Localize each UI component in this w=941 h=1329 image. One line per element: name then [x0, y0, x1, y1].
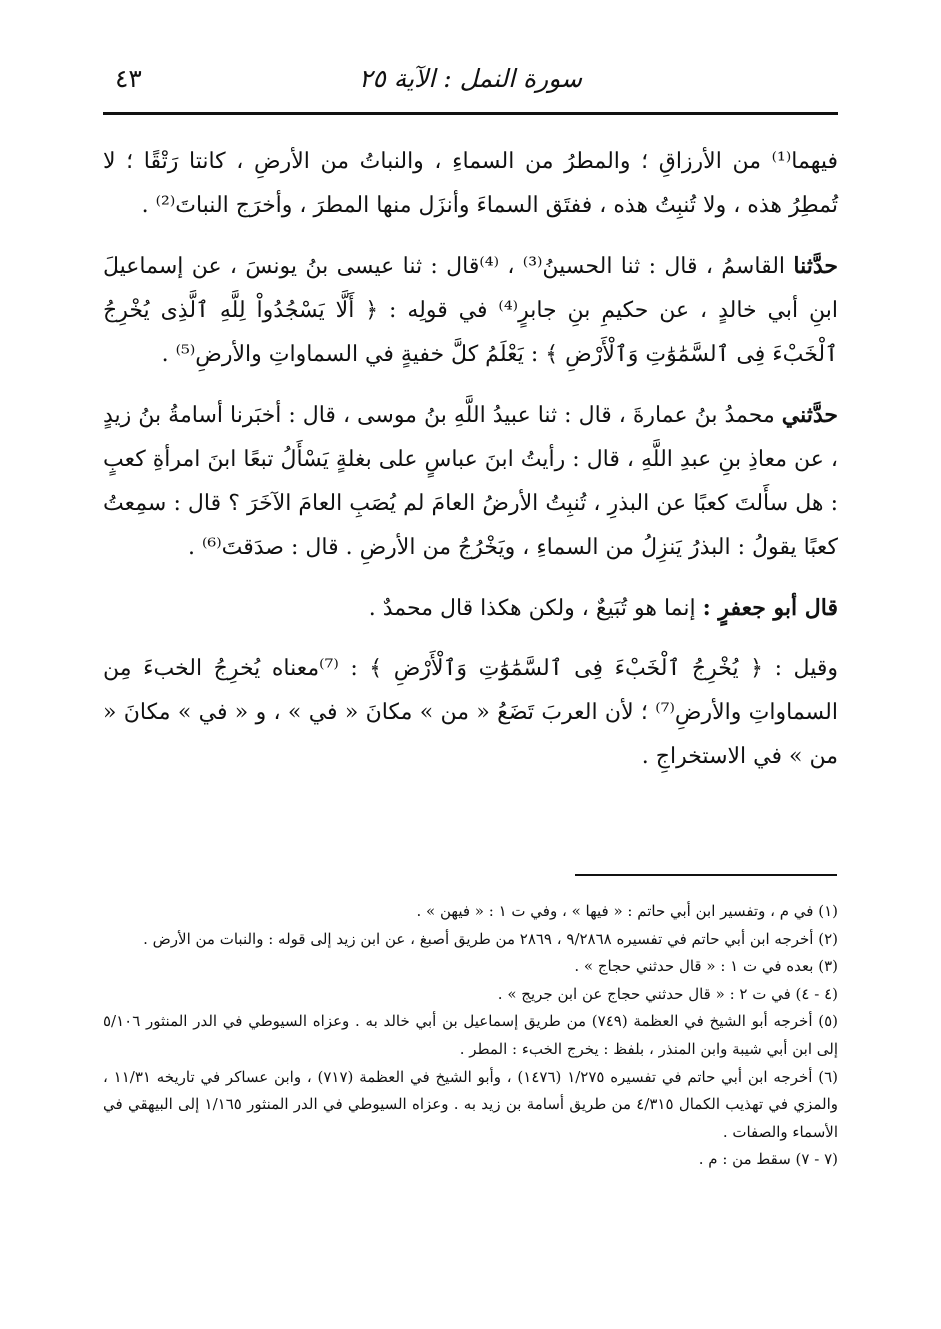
- main-text: [103, 140, 838, 795]
- running-title: سورة النمل : الآية ٢٥: [358, 64, 583, 93]
- page-number: ٤٣: [115, 64, 142, 93]
- paragraph-text: إنما هو تُبَيعٌ ، ولكن هكذا قال محمدٌ .: [368, 596, 696, 621]
- footnote-1: (١) في م ، وتفسير ابن أبي حاتم : « فيها » ، وفي ت ١ : « فيهن » .: [416, 902, 838, 920]
- footnote-separator: [575, 874, 837, 876]
- paragraph-lead: حدَّثني: [781, 402, 838, 428]
- paragraph-3: [103, 393, 838, 570]
- paragraph-text: القاسمُ ، قال : ثنا الحسينُ⁽³⁾ ، ⁽⁴⁾قال : ثنا عيسى بنُ يونسَ ، عن إسماعيلَ ابنِ أبي خالدٍ ، عن حكيمِ بنِ جابرٍ⁽⁴⁾ في قولِه : ﴿ أَلَّا يَسْجُدُواْ لِلَّهِ ٱلَّذِى يُخْرِجُ ٱلْخَبْءَ فِى ٱلسَّمَٰوَٰتِ وَٱلْأَرْضِ ﴾ : يَعْلَمُ كلَّ خفيةٍ في السماواتِ والأرضِ⁽⁵⁾ .: [103, 254, 838, 367]
- running-header: [105, 60, 836, 104]
- paragraph-1: [103, 140, 838, 228]
- footnote-6: (٦) أخرجه ابن أبي حاتم في تفسيره ١/٢٧٥ (١٤٧٦) ، وأبو الشيخ في العظمة (٧١٧) ، وابن عساكر في تاريخه ١١/٣١ ، والمزي في تهذيب الكمال ٤/٣١٥ من طريق أسامة بن زيد به . وعزاه السيوطي في الدر المنثور ١/١٦٥ إلى البيهقي في الأسماء والصفات .: [103, 1067, 839, 1141]
- paragraph-4: [103, 586, 838, 631]
- paragraph-text: وقيل : ﴿ يُخْرِجُ ٱلْخَبْءَ فِى ٱلسَّمَٰوَٰتِ وَٱلْأَرْضِ ﴾ : ⁽⁷⁾معناه يُخرِجُ الخبءَ مِن السماواتِ والأرضِ⁽⁷⁾ ؛ لأن العربَ تَضَعُ « من » مكانَ « في » ، و « في » مكانَ « من » في الاستخراجِ .: [103, 656, 838, 769]
- paragraph-2: [103, 244, 838, 377]
- paragraph-lead: حدَّثنا: [793, 253, 838, 279]
- footnote-5: (٥) أخرجه أبو الشيخ في العظمة (٧٤٩) من طريق إسماعيل بن أبي خالد به . وعزاه السيوطي في الدر المنثور ٥/١٠٦ إلى ابن أبي شيبة وابن المنذر ، بلفظ : يخرج الخبء : المطر .: [103, 1012, 838, 1058]
- paragraph-text: فيهما⁽¹⁾ من الأرزاقِ ؛ والمطرُ من السماءِ ، والنباتُ من الأرضِ ، كانتا رَتْقًا ؛ لا تُمطِرُ هذه ، ولا تُنبِتُ هذه ، ففتَق السماءَ وأنزَل منها المطرَ ، وأخرَج النباتَ⁽²⁾ .: [103, 149, 838, 218]
- footnote-3: (٣) بعده في ت ١ : « قال حدثني حجاج » .: [574, 957, 838, 976]
- footnote-4: (٤ - ٤) في ت ٢ : « قال حدثني حجاج عن ابن جريج » .: [497, 984, 838, 1003]
- footnote-2: (٢) أخرجه ابن أبي حاتم في تفسيره ٩/٢٨٦٨ ، ٢٨٦٩ من طريق أصبغ ، عن ابن زيد إلى قوله : والنبات من الأرض .: [143, 929, 838, 948]
- footnotes: [103, 898, 838, 1174]
- paragraph-lead: قال أبو جعفرٍ :: [702, 595, 838, 621]
- paragraph-5: [103, 647, 838, 779]
- footnote-7: (٧ - ٧) سقط من : م .: [698, 1150, 838, 1169]
- header-rule: [103, 112, 838, 115]
- paragraph-text: محمدُ بنُ عمارةَ ، قال : ثنا عبيدُ اللَّهِ بنُ موسى ، قال : أخبَرنا أسامةُ بنُ زيدٍ ، عن معاذِ بنِ عبدِ اللَّهِ ، قال : رأيتُ ابنَ عباسٍ على بغلةٍ يَسْأَلُ تبعًا ابنَ امرأةِ كعبٍ : هل سأَلتَ كعبًا عن البذرِ ، تُنبِتُ الأرضُ العامَ لم يُصَبِ العامَ الآخَرَ ؟ قال : سمِعتُ كعبًا يقولُ : البذرُ يَنزِلُ من السماءِ ، ويَخْرُجُ من الأرضِ . قال : صدَقتَ⁽⁶⁾ .: [103, 403, 838, 560]
